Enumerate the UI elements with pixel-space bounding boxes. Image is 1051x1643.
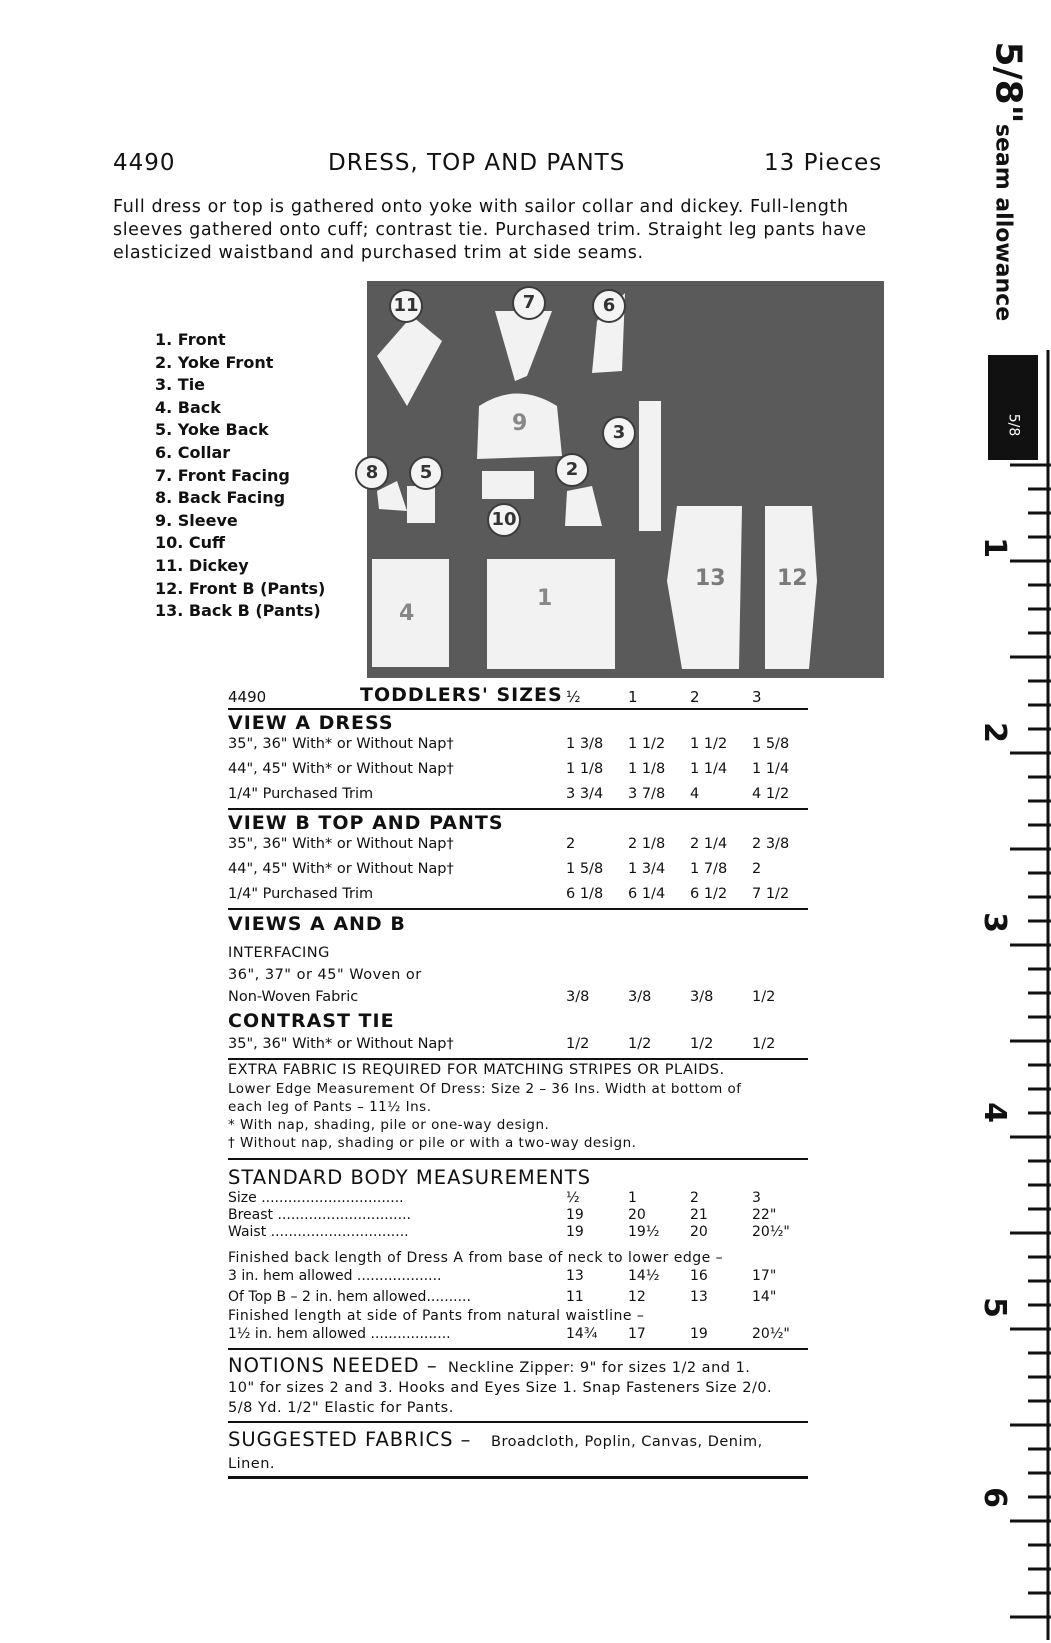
piece-yoke-front — [565, 486, 602, 526]
fabrics-text2: Linen. — [228, 1456, 276, 1472]
pattern-title: DRESS, TOP AND PANTS — [328, 150, 626, 176]
cell: 1/2 — [566, 1036, 590, 1052]
cell: 1 1/8 — [566, 761, 604, 777]
cell: 7 1/2 — [752, 886, 790, 902]
row-label: Of Top B – 2 in. hem allowed.......... — [228, 1289, 471, 1305]
label-11: 11 — [389, 289, 423, 323]
ruler-mark: 4 — [976, 1102, 1012, 1123]
label-10: 10 — [487, 503, 521, 537]
ruler-seam-size: 5/8" — [987, 41, 1029, 124]
contrast-tie-row — [228, 1036, 808, 1060]
cell: 14¾ — [566, 1326, 598, 1342]
cell: 1/2 — [752, 1036, 776, 1052]
note-lower-edge: Lower Edge Measurement Of Dress: Size 2 – 36 Ins. Width at bottom of — [228, 1081, 742, 1097]
cell: 20 — [690, 1224, 708, 1240]
table-row — [228, 886, 808, 910]
cell: 2 — [752, 861, 762, 877]
contrast-tie-title: CONTRAST TIE — [228, 1010, 395, 1032]
table-row — [228, 736, 808, 760]
cell: 14" — [752, 1289, 777, 1305]
cell: 1 1/8 — [628, 761, 666, 777]
cell: 1 3/4 — [628, 861, 666, 877]
piece-tie — [639, 401, 661, 531]
row-label: 35", 36" With* or Without Nap† — [228, 736, 454, 752]
row-label: Size ................................ — [228, 1190, 404, 1206]
cell: 1/2 — [752, 989, 776, 1005]
ruler-mark: 1 — [976, 537, 1012, 558]
table-row — [228, 861, 808, 885]
cell: 2 1/8 — [628, 836, 666, 852]
cell: 3/8 — [566, 989, 590, 1005]
piece-list-item: 8. Back Facing — [155, 488, 286, 508]
cell: 1 1/2 — [628, 736, 666, 752]
cell: 3 — [752, 1190, 761, 1206]
piece-dickey — [377, 316, 442, 406]
piece-list-item: 9. Sleeve — [155, 510, 238, 530]
row-label: 44", 45" With* or Without Nap† — [228, 761, 454, 777]
piece-yoke-back — [407, 486, 435, 523]
label-2: 2 — [555, 453, 589, 487]
piece-list-item: 11. Dickey — [155, 555, 249, 575]
interfacing-line1: 36", 37" or 45" Woven or — [228, 967, 422, 983]
rule — [228, 908, 808, 910]
pattern-pieces-photo — [367, 281, 884, 678]
cell: 6 1/2 — [690, 886, 728, 902]
row-label: 35", 36" With* or Without Nap† — [228, 1036, 454, 1052]
piece-list-item: 7. Front Facing — [155, 465, 290, 485]
table-row — [228, 1326, 808, 1350]
cell: 17" — [752, 1268, 777, 1284]
pattern-number: 4490 — [113, 150, 176, 176]
cell: 4 — [690, 786, 700, 802]
ruler-ticks — [968, 0, 1051, 1643]
ruler-mark: 5 — [976, 1297, 1012, 1318]
size-col: 2 — [690, 688, 700, 706]
size-col: 3 — [752, 688, 762, 706]
rule — [228, 1348, 808, 1350]
label-5: 5 — [409, 456, 443, 490]
cell: 4 1/2 — [752, 786, 790, 802]
ruler-mark: 6 — [976, 1487, 1012, 1508]
cell: 6 1/8 — [566, 886, 604, 902]
cell: 21 — [690, 1207, 708, 1223]
notions-text3: 5/8 Yd. 1/2" Elastic for Pants. — [228, 1400, 454, 1416]
row-label: 1/4" Purchased Trim — [228, 786, 374, 802]
cell: 6 1/4 — [628, 886, 666, 902]
cell: 20 — [628, 1207, 646, 1223]
yardage-number: 4490 — [228, 688, 267, 706]
fabrics-title: SUGGESTED FABRICS – — [228, 1428, 472, 1451]
cell: 1 3/8 — [566, 736, 604, 752]
notions-text1: Neckline Zipper: 9" for sizes 1/2 and 1. — [448, 1360, 751, 1376]
label-13: 13 — [695, 566, 726, 591]
cell: 13 — [690, 1289, 708, 1305]
cell: 20½" — [752, 1224, 790, 1240]
rule — [228, 1058, 808, 1060]
notions-text2: 10" for sizes 2 and 3. Hooks and Eyes Size 1. Snap Fasteners Size 2/0. — [228, 1380, 773, 1396]
label-8: 8 — [355, 456, 389, 490]
cell: 17 — [628, 1326, 646, 1342]
cell: 14½ — [628, 1268, 660, 1284]
cell: 19½ — [628, 1224, 660, 1240]
interfacing-label: INTERFACING — [228, 945, 330, 961]
cell: 12 — [628, 1289, 646, 1305]
cell: 19 — [566, 1224, 584, 1240]
notions-title: NOTIONS NEEDED – — [228, 1354, 438, 1377]
label-9: 9 — [512, 411, 528, 436]
cell: 3/8 — [628, 989, 652, 1005]
fabrics-text1: Broadcloth, Poplin, Canvas, Denim, — [491, 1434, 763, 1450]
rule — [228, 1158, 808, 1160]
piece-list — [155, 329, 325, 623]
row-label: Breast .............................. — [228, 1207, 411, 1223]
views-ab-title: VIEWS A AND B — [228, 913, 406, 935]
cell: 1 7/8 — [690, 861, 728, 877]
piece-list-item: 2. Yoke Front — [155, 352, 274, 372]
view-b-title: VIEW B TOP AND PANTS — [228, 812, 504, 834]
row-label: 1½ in. hem allowed .................. — [228, 1326, 451, 1342]
size-col: ½ — [566, 688, 581, 706]
label-7: 7 — [512, 286, 546, 320]
cell: ½ — [566, 1190, 580, 1206]
pants-length-line: Finished length at side of Pants from natural waistline – — [228, 1308, 645, 1324]
piece-list-item: 10. Cuff — [155, 533, 226, 553]
row-label: 3 in. hem allowed ................... — [228, 1268, 442, 1284]
rule — [228, 808, 808, 810]
cell: 3 7/8 — [628, 786, 666, 802]
note-pants-width: each leg of Pants – 11½ Ins. — [228, 1099, 432, 1115]
row-label: 44", 45" With* or Without Nap† — [228, 861, 454, 877]
ruler-tab-label: 5/8 — [1005, 413, 1022, 437]
label-3: 3 — [602, 416, 636, 450]
table-row — [228, 1224, 808, 1248]
seam-ruler — [968, 0, 1051, 1643]
cell: 1 1/2 — [690, 736, 728, 752]
cell: 19 — [566, 1207, 584, 1223]
size-col: 1 — [628, 688, 638, 706]
ruler-mark: 3 — [976, 912, 1012, 933]
table-row — [228, 836, 808, 860]
cell: 1 — [628, 1190, 637, 1206]
ruler-seam-label: seam allowance — [990, 123, 1016, 322]
label-6: 6 — [592, 289, 626, 323]
ruler-mark: 2 — [976, 722, 1012, 743]
piece-front — [487, 559, 615, 669]
cell: 1 1/4 — [752, 761, 790, 777]
rule — [228, 1476, 808, 1479]
piece-cuff — [482, 471, 534, 499]
piece-count: 13 Pieces — [764, 150, 883, 176]
cell: 2 — [566, 836, 576, 852]
cell: 2 1/4 — [690, 836, 728, 852]
piece-list-item: 5. Yoke Back — [155, 420, 269, 440]
cell: 1/2 — [628, 1036, 652, 1052]
pattern-description: Full dress or top is gathered onto yoke with sailor collar and dickey. Full-length sleeves gathered onto cuff; contrast tie. Purchased trim. Straight leg pants have elasticized waistband and purchased trim at side seams. — [113, 197, 867, 263]
cell: 1 5/8 — [566, 861, 604, 877]
finished-dress-line: Finished back length of Dress A from base of neck to lower edge – — [228, 1250, 724, 1266]
piece-list-item: 12. Front B (Pants) — [155, 578, 326, 598]
rule — [228, 1421, 808, 1423]
cell: 1 5/8 — [752, 736, 790, 752]
label-4: 4 — [399, 601, 415, 626]
cell: 3 3/4 — [566, 786, 604, 802]
cell: 11 — [566, 1289, 584, 1305]
cell: 3/8 — [690, 989, 714, 1005]
label-12: 12 — [777, 566, 808, 591]
cell: 2 3/8 — [752, 836, 790, 852]
body-measurements-title: STANDARD BODY MEASUREMENTS — [228, 1166, 591, 1189]
cell: 2 — [690, 1190, 699, 1206]
piece-list-item: 1. Front — [155, 330, 226, 349]
cell: 1 1/4 — [690, 761, 728, 777]
table-row — [228, 761, 808, 785]
cell: 1/2 — [690, 1036, 714, 1052]
row-label: 1/4" Purchased Trim — [228, 886, 374, 902]
cell: 16 — [690, 1268, 708, 1284]
cell: 19 — [690, 1326, 708, 1342]
note-without-nap: † Without nap, shading or pile or with a two-way design. — [228, 1135, 637, 1151]
piece-list-item: 13. Back B (Pants) — [155, 601, 321, 621]
row-label: Waist ............................... — [228, 1224, 409, 1240]
yardage-title: TODDLERS' SIZES — [360, 684, 563, 706]
piece-list-item: 3. Tie — [155, 375, 206, 395]
view-a-title: VIEW A DRESS — [228, 712, 394, 734]
cell: 20½" — [752, 1326, 790, 1342]
cell: 22" — [752, 1207, 777, 1223]
piece-list-item: 4. Back — [155, 397, 221, 417]
cell: 13 — [566, 1268, 584, 1284]
row-label: 35", 36" With* or Without Nap† — [228, 836, 454, 852]
label-1: 1 — [537, 586, 553, 611]
note-extra-fabric: EXTRA FABRIC IS REQUIRED FOR MATCHING STRIPES OR PLAIDS. — [228, 1062, 725, 1078]
note-with-nap: * With nap, shading, pile or one-way design. — [228, 1117, 550, 1133]
table-row — [228, 786, 808, 810]
piece-list-item: 6. Collar — [155, 442, 231, 462]
pattern-pieces-drawing — [367, 281, 884, 678]
row-label: Non-Woven Fabric — [228, 989, 359, 1005]
rule — [228, 708, 808, 710]
piece-front-facing — [495, 311, 552, 381]
